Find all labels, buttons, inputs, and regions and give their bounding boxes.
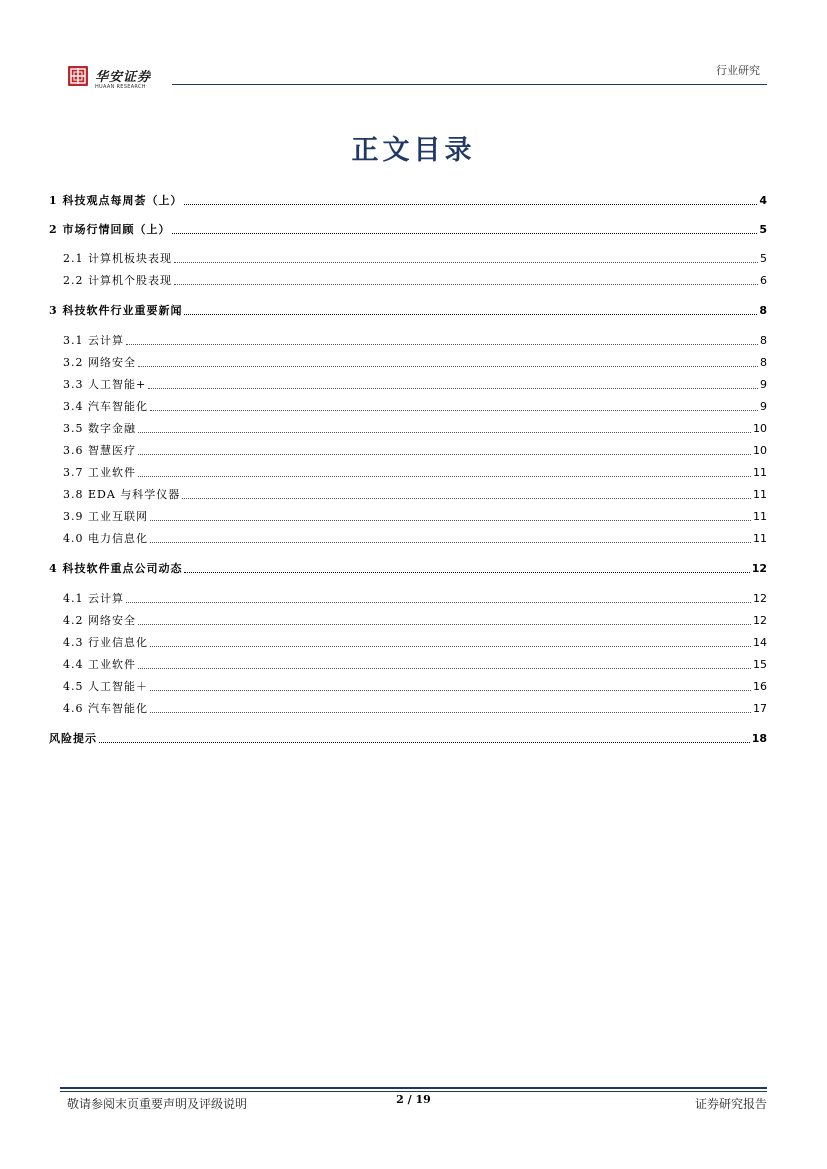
toc-entry-label: 3.6 智慧医疗: [63, 444, 136, 457]
toc-leader-dots: [138, 431, 751, 433]
toc-entry[interactable]: [49, 302, 767, 318]
toc-entry-label: 4 科技软件重点公司动态: [49, 562, 183, 575]
toc-entry-page: 14: [753, 636, 767, 649]
toc-entry[interactable]: [63, 332, 767, 348]
toc-entry-label: 4.2 网络安全: [63, 614, 136, 627]
footer-divider-thin: [60, 1091, 767, 1092]
toc-entry-label: 4.4 工业软件: [63, 658, 136, 671]
toc-leader-dots: [148, 387, 758, 389]
toc-entry-page: 8: [760, 356, 767, 369]
toc-entry[interactable]: [63, 376, 767, 392]
toc-entry[interactable]: [49, 560, 767, 576]
logo-name: 华安证券: [95, 70, 152, 85]
toc-entry-label: 3.7 工业软件: [63, 466, 136, 479]
toc-entry-label: 4.0 电力信息化: [63, 532, 148, 545]
toc-leader-dots: [150, 711, 751, 713]
toc-leader-dots: [150, 519, 751, 521]
toc-entry[interactable]: [63, 700, 767, 716]
toc-entry-label: 3.4 汽车智能化: [63, 400, 148, 413]
toc-entry-page: 12: [753, 614, 767, 627]
toc-leader-dots: [126, 343, 758, 345]
toc-entry[interactable]: [63, 464, 767, 480]
toc-entry-page: 6: [760, 274, 767, 287]
logo-subtitle: HUAAN RESEARCH: [95, 84, 146, 90]
toc-leader-dots: [138, 667, 751, 669]
toc-entry-page: 18: [751, 732, 767, 745]
toc-entry-label: 3.2 网络安全: [63, 356, 136, 369]
toc-entry-page: 8: [760, 334, 767, 347]
toc-entry-page: 4: [759, 194, 767, 207]
toc-leader-dots: [150, 409, 758, 411]
toc-entry-label: 2.2 计算机个股表现: [63, 274, 172, 287]
toc-leader-dots: [150, 541, 751, 543]
toc-leader-dots: [126, 601, 751, 603]
toc-entry-label: 2 市场行情回顾（上）: [49, 223, 171, 236]
toc-entry-page: 12: [753, 592, 767, 605]
toc-leader-dots: [174, 283, 758, 285]
toc-entry-label: 3 科技软件行业重要新闻: [49, 304, 183, 317]
toc-entry[interactable]: [63, 250, 767, 266]
toc-entry-label: 4.3 行业信息化: [63, 636, 148, 649]
toc-leader-dots: [184, 571, 749, 573]
logo-seal-icon: [68, 66, 88, 86]
toc-entry[interactable]: [63, 398, 767, 414]
toc-entry-page: 5: [760, 252, 767, 265]
toc-leader-dots: [138, 365, 758, 367]
toc-entry-label: 3.3 人工智能+: [63, 378, 147, 391]
toc-leader-dots: [138, 475, 751, 477]
report-category: 行业研究: [716, 64, 760, 77]
toc-entry[interactable]: [63, 612, 767, 628]
toc-entry-page: 10: [753, 422, 767, 435]
toc-entry[interactable]: [63, 486, 767, 502]
toc-entry-label: 4.5 人工智能＋: [63, 680, 148, 693]
toc-entry-page: 11: [753, 532, 767, 545]
toc-leader-dots: [138, 453, 751, 455]
toc-entry-label: 4.6 汽车智能化: [63, 702, 148, 715]
toc-entry[interactable]: [63, 442, 767, 458]
toc-entry[interactable]: [63, 634, 767, 650]
toc-leader-dots: [150, 689, 751, 691]
toc-leader-dots: [150, 645, 751, 647]
toc-entry[interactable]: [63, 508, 767, 524]
header-divider: [172, 84, 767, 85]
toc-entry-page: 11: [753, 510, 767, 523]
page-title: 正文目录: [351, 135, 476, 166]
toc-entry[interactable]: [49, 730, 767, 746]
toc-entry-label: 3.5 数字金融: [63, 422, 136, 435]
toc-entry-label: 3.9 工业互联网: [63, 510, 148, 523]
toc-entry-page: 9: [760, 378, 767, 391]
toc-entry[interactable]: [63, 272, 767, 288]
toc-entry-label: 4.1 云计算: [63, 592, 124, 605]
toc-entry[interactable]: [63, 530, 767, 546]
toc-leader-dots: [172, 232, 757, 234]
footer-divider-thick: [60, 1087, 767, 1089]
toc-leader-dots: [184, 313, 757, 315]
toc-entry[interactable]: [49, 221, 767, 237]
toc-entry[interactable]: [63, 420, 767, 436]
toc-entry-label: 1 科技观点每周荟（上）: [49, 194, 183, 207]
toc-entry-label: 3.1 云计算: [63, 334, 124, 347]
footer-disclaimer: 敬请参阅末页重要声明及评级说明: [67, 1097, 248, 1111]
toc-entry-page: 16: [753, 680, 767, 693]
toc-leader-dots: [184, 203, 757, 205]
page-number: 2 / 19: [396, 1093, 431, 1106]
toc-entry-label: 3.8 EDA 与科学仪器: [63, 488, 181, 501]
toc-entry-page: 12: [751, 562, 767, 575]
company-logo: [68, 66, 168, 96]
toc-entry[interactable]: [49, 192, 767, 208]
toc-entry-page: 15: [753, 658, 767, 671]
toc-leader-dots: [174, 261, 758, 263]
footer-report-type: 证券研究报告: [694, 1097, 767, 1111]
toc-leader-dots: [99, 741, 750, 743]
toc-entry-label: 风险提示: [49, 732, 97, 745]
toc-entry[interactable]: [63, 678, 767, 694]
toc-entry-page: 9: [760, 400, 767, 413]
toc-entry[interactable]: [63, 656, 767, 672]
toc-entry[interactable]: [63, 590, 767, 606]
toc-entry-page: 11: [753, 488, 767, 501]
toc-entry-page: 11: [753, 466, 767, 479]
toc-entry-page: 8: [759, 304, 767, 317]
toc-entry-page: 10: [753, 444, 767, 457]
toc-leader-dots: [138, 623, 751, 625]
toc-leader-dots: [182, 497, 751, 499]
toc-entry-page: 5: [759, 223, 767, 236]
toc-entry-page: 17: [753, 702, 767, 715]
toc-entry-label: 2.1 计算机板块表现: [63, 252, 172, 265]
toc-entry[interactable]: [63, 354, 767, 370]
